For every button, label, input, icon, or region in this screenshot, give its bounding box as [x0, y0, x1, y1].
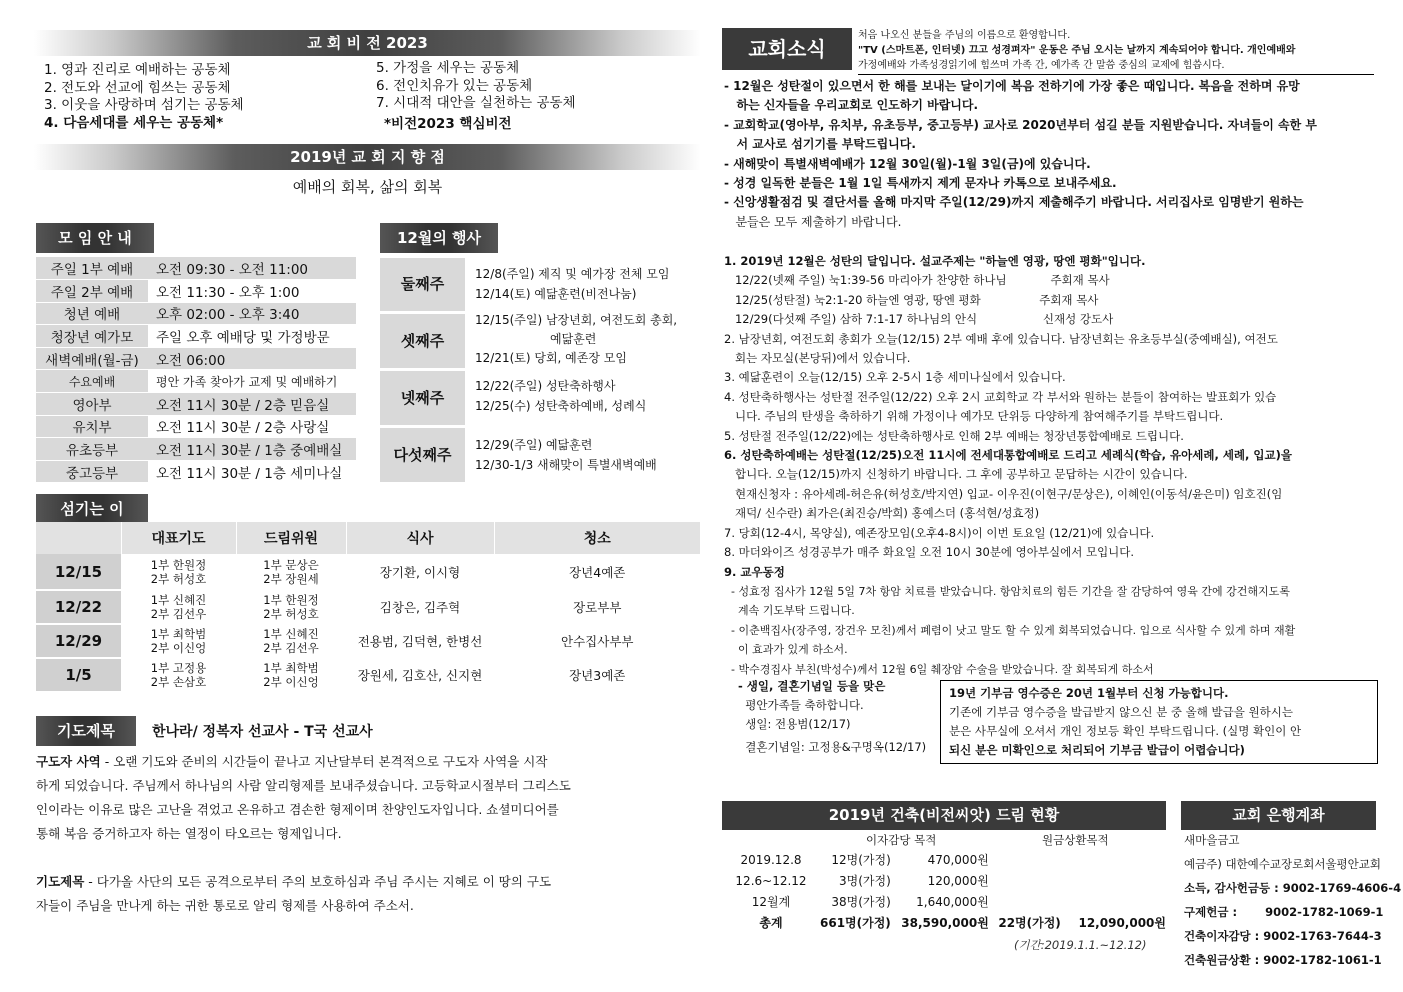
news-bullet: 분들은 모두 제출하기 바랍니다. — [724, 214, 902, 229]
bank-info — [1184, 828, 1401, 972]
birthday-list — [738, 677, 926, 757]
table-row — [36, 590, 701, 624]
clean: 장로부부 — [494, 590, 701, 624]
news-intro — [858, 28, 1374, 75]
building-amount: 1,640,000원 — [916, 895, 989, 909]
building-count: 12명(가정) — [831, 853, 891, 867]
table-row — [36, 554, 701, 590]
pray-2: 2부 손삼호 — [150, 675, 207, 689]
bday-line: 결혼기념일: 고정용&구명옥(12/17) — [738, 740, 927, 754]
meeting-name: 새벽예배(월-금) — [36, 347, 148, 370]
prayer-line: 통해 복음 증거하고자 하는 열정이 타오르는 형제입니다. — [36, 826, 342, 841]
bday-line: - 생일, 결혼기념일 등을 맞은 — [738, 679, 886, 693]
table-row — [722, 870, 1166, 891]
prayer-line: 자들이 주님을 만나게 하는 귀한 통로로 알리 형제를 사용하여 주소서. — [36, 898, 414, 913]
prayer-line: 하게 되었습니다. 주님께서 하나님의 사람 알리형제를 보내주셨습니다. 고등학교시절부터 그리스도 — [36, 778, 571, 793]
table-row — [722, 849, 1166, 870]
bank-line: 구제헌금 : 9002-1782-1069-1 — [1184, 905, 1384, 919]
meeting-name: 주일 2부 예배 — [36, 280, 148, 303]
prayer-line: - 다가올 사단의 모든 공격으로부터 주의 보호하심과 주님 주시는 지혜로 이 땅의 구도 — [84, 874, 552, 889]
meeting-time: 오후 02:00 - 오후 3:40 — [148, 302, 356, 325]
table-row — [36, 624, 701, 658]
table-row — [36, 347, 356, 370]
intro-line: 가정예배와 가족성경읽기에 힘쓰며 가족 간, 예가족 간 말씀 중심의 교제에 힘씁시다. — [858, 60, 1225, 71]
building-amount2 — [1061, 870, 1166, 891]
col-header: 드림위원 — [236, 522, 346, 554]
bank-line: 건축이자감당 : 9002-1763-7644-3 — [1184, 929, 1382, 943]
pray-1: 1부 신혜진 — [150, 593, 207, 607]
dream-1: 1부 최학범 — [263, 661, 319, 675]
prayer-paragraph-2 — [36, 872, 701, 920]
meeting-name: 청장년 예가모 — [36, 325, 148, 348]
col-header: 식사 — [346, 522, 494, 554]
bank-line: 소득, 감사헌금등 : 9002-1769-4606-4 — [1184, 881, 1402, 895]
event-lines — [475, 435, 657, 475]
meeting-name: 유치부 — [36, 415, 148, 438]
event-line: 12/25(수) 성탄축하예배, 성례식 — [475, 399, 647, 413]
meeting-time: 오전 11시 30분 / 1층 세미나실 — [148, 460, 356, 483]
date: 1/5 — [36, 658, 121, 692]
prayer-line: - 오랜 기도와 준비의 시간들이 끝나고 지난달부터 본격적으로 구도자 사역을 시작 — [100, 754, 548, 769]
event-lines — [475, 311, 677, 368]
dream-1: 1부 한원정 — [263, 593, 319, 607]
vision-item: 5. 가정을 세우는 공동체 — [376, 60, 520, 76]
receipt-notice — [940, 680, 1378, 764]
news-bullet: - 12월은 성탄절이 있으면서 한 해를 보내는 달이기에 복음 전하기에 가장 좋은 때입니다. 복음을 전하며 유망 — [724, 79, 1300, 93]
news-item: 현재신청자 : 유아세례-허은유(허성호/박지연) 입교- 이우진(이현구/문상은), 이혜인(이동석/윤은미) 임호진(임 — [724, 486, 1283, 501]
news-item: - 성효정 집사가 12월 5일 7차 항암 치료를 받았습니다. 항암치료의 힘든 기간을 잘 감당하여 영육 간에 강건해지도록 — [724, 584, 1290, 598]
table-header — [36, 522, 701, 554]
news-item: 3. 예닮훈련이 오늘(12/15) 오후 2-5시 1층 세미나실에서 있습니다. — [724, 370, 1066, 385]
receipt-line: 되신 분은 미확인으로 처리되어 기부금 발급이 어렵습니다) — [949, 743, 1245, 757]
table-row — [36, 302, 356, 325]
vision-title: 교 회 비 전 2023 — [34, 30, 701, 56]
col-header: 청소 — [494, 522, 701, 554]
meeting-name: 청년 예배 — [36, 302, 148, 325]
meal: 장원세, 김호산, 신지현 — [346, 658, 494, 692]
news-item: 2. 남장년회, 여전도회 총회가 오늘(12/15) 2부 예배 후에 있습니다. 남장년회는 유초등부실(중예배실), 여전도 — [724, 331, 1278, 346]
prayer-p1-heading: 구도자 사역 — [36, 754, 101, 769]
vision-list-left — [44, 62, 244, 132]
meeting-name: 영아부 — [36, 393, 148, 416]
intro-line: 처음 나오신 분들을 주님의 이름으로 환영합니다. — [858, 30, 1071, 41]
event-line: 12/8(주일) 제직 및 예가장 전체 모임 — [475, 267, 670, 281]
event-week-label: 셋째주 — [380, 314, 465, 368]
news-items — [724, 252, 1372, 679]
clean: 장년3예존 — [494, 658, 701, 692]
servers-title: 섬기는 이 — [36, 494, 148, 524]
building-count2 — [989, 891, 1061, 912]
receipt-line: 분은 사무실에 오셔서 개인 정보등 확인 부탁드립니다. (실명 확인이 안 — [949, 724, 1302, 738]
event-line: 12/29(주일) 예닮훈련 — [475, 438, 593, 452]
table-row — [36, 280, 356, 303]
news-item: 7. 당회(12-4시, 목양실), 예존장모임(오후4-8시)이 이번 토요일 (12/21)에 있습니다. — [724, 525, 1155, 540]
bank-line: 새마을금고 — [1184, 833, 1240, 847]
events-title: 12월의 행사 — [380, 223, 498, 253]
bank-title: 교회 은행계좌 — [1181, 801, 1376, 830]
table-row — [722, 891, 1166, 912]
meeting-time: 오전 09:30 - 오전 11:00 — [148, 257, 356, 280]
building-period: (기간:2019.1.1.~12.12) — [1014, 938, 1147, 952]
dream — [236, 658, 346, 692]
meeting-time: 오전 06:00 — [148, 347, 356, 370]
dream-2: 2부 김선우 — [263, 641, 319, 655]
date: 12/22 — [36, 590, 121, 624]
pray-2: 2부 허성호 — [150, 571, 207, 586]
bank-line: 건축원금상환 : 9002-1782-1061-1 — [1184, 953, 1382, 967]
building-col-interest: 이자감당 목적 — [866, 833, 937, 847]
clean: 안수집사부부 — [494, 624, 701, 658]
news-item: 1. 2019년 12월은 성탄의 달입니다. 설교주제는 "하늘엔 영광, 땅엔 평화"입니다. — [724, 254, 1146, 268]
news-bullet: - 교회학교(영아부, 유치부, 유초등부, 중고등부) 교사로 2020년부터 섬길 분들 지원받습니다. 자녀들이 속한 부 — [724, 117, 1317, 132]
event-line: 12/15(주일) 남장년회, 여전도회 총회, — [475, 313, 678, 327]
event-line: 예닮훈련 — [550, 332, 597, 346]
meeting-time: 평안 가족 찾아가 교제 및 예배하기 — [148, 370, 356, 393]
prayer-title: 기도제목 — [36, 716, 136, 746]
receipt-line: 기존에 기부금 영수증을 발급받지 않으신 분 중 올해 발급을 원하시는 — [949, 705, 1293, 719]
building-count: 38명(가정) — [831, 895, 891, 909]
news-bullet: 서 교사로 섬기기를 부탁드립니다. — [724, 137, 916, 152]
servers-table — [36, 522, 701, 693]
news-item: 회는 자모실(본당뒤)에서 있습니다. — [724, 351, 911, 366]
building-date: 총계 — [759, 916, 783, 930]
news-item: - 박수경집사 부친(박성수)께서 12월 6일 췌장암 수술을 받았습니다. 잘 회복되게 하소서 — [724, 662, 1154, 676]
intro-line: "TV (스마트폰, 인터넷) 끄고 성경펴자" 운동은 주님 오시는 날까지 계속되어야 합니다. 개인예배와 — [858, 45, 1296, 56]
news-item: 5. 성탄절 전주일(12/22)에는 성탄축하행사로 인해 2부 예배는 청장년통합예배로 드립니다. — [724, 428, 1184, 443]
prayer-p2-heading: 기도제목 — [36, 874, 85, 889]
news-item: 12/22(넷째 주일) 눅1:39-56 마리아가 찬양한 하나님 주회재 목사 — [724, 273, 1110, 288]
pray-1: 1부 한원정 — [150, 557, 207, 572]
pray-2: 2부 이신엉 — [150, 641, 207, 655]
clean: 장년4예존 — [494, 554, 701, 590]
direction-title: 2019년 교 회 지 향 점 — [34, 144, 701, 170]
vision-item: 6. 전인치유가 있는 공동체 — [376, 77, 533, 94]
table-row — [36, 325, 356, 348]
news-item: 이 효과가 있게 하소서. — [724, 643, 848, 657]
building-amount: 120,000원 — [927, 874, 989, 888]
vision-list-right — [376, 60, 576, 133]
dream-1: 1부 신혜진 — [263, 627, 319, 641]
prayer-line: 인이라는 이유로 많은 고난을 겪었고 온유하고 겸손한 형제이며 찬양인도자입니다. 쇼셜미디어를 — [36, 802, 559, 817]
meeting-name: 수요예배 — [36, 370, 148, 393]
news-bullets — [724, 77, 1372, 232]
building-date: 12.6~12.12 — [735, 873, 807, 888]
event-week-label: 다섯째주 — [380, 428, 465, 482]
building-count2 — [989, 870, 1061, 891]
news-item: 4. 성탄축하행사는 성탄절 전주일(12/22) 오후 2시 교회학교 각 부서와 원하는 분들이 참여하는 발표회가 있습 — [724, 389, 1277, 404]
news-bullet: - 성경 일독한 분들은 1월 1일 특새까지 제게 문자나 카톡으로 보내주세요. — [724, 176, 1117, 191]
building-table — [722, 849, 1166, 933]
pray — [121, 554, 236, 590]
building-count2: 22명(가정) — [998, 916, 1061, 930]
table-row-total — [722, 912, 1166, 933]
event-lines — [475, 264, 670, 304]
vision-item: 2. 전도와 선교에 힘쓰는 공동체 — [44, 79, 231, 96]
vision-item: 3. 이웃을 사랑하며 섬기는 공동체 — [44, 97, 244, 113]
building-amount2: 12,090,000원 — [1078, 916, 1166, 930]
dream — [236, 624, 346, 658]
event-line: 12/30-1/3 새해맞이 특별새벽예배 — [475, 458, 657, 472]
header-empty — [36, 522, 121, 554]
meeting-time: 주일 오후 예배당 및 가정방문 — [148, 325, 356, 348]
news-item: 6. 성탄축하예배는 성탄절(12/25)오전 11시에 전세대통합예배로 드리고 세례식(학습, 유아세례, 세례, 입교)을 — [724, 448, 1292, 463]
news-title: 교회소식 — [722, 28, 852, 70]
meal: 전용범, 김덕현, 한병선 — [346, 624, 494, 658]
date: 12/15 — [36, 554, 121, 590]
events-list — [380, 258, 700, 486]
meetings-title: 모 임 안 내 — [36, 223, 154, 253]
building-count2 — [989, 849, 1061, 870]
event-lines — [475, 376, 646, 416]
event-line: 12/22(주일) 성탄축하행사 — [475, 379, 616, 393]
building-date: 2019.12.8 — [740, 852, 802, 867]
news-item: 합니다. 오늘(12/15)까지 신청하기 바랍니다. 그 후에 공부하고 문답하는 시간이 있습니다. — [724, 467, 1188, 482]
receipt-line: 19년 기부금 영수증은 20년 1월부터 신청 가능합니다. — [949, 686, 1229, 700]
event-week-label: 둘째주 — [380, 258, 465, 311]
table-row — [36, 460, 356, 483]
news-bullet: - 신앙생활점검 및 결단서를 올해 마지막 주일(12/29)까지 제출해주기 바랍니다. 서리집사로 임명받기 원하는 — [724, 195, 1304, 210]
pray — [121, 590, 236, 624]
table-row — [36, 415, 356, 438]
table-row — [36, 370, 356, 393]
meeting-time: 오전 11시 30분 / 1층 중예배실 — [148, 438, 356, 461]
meeting-time: 오전 11시 30분 / 2층 믿음실 — [148, 393, 356, 416]
bday-line: 평안가족들 축하합니다. — [738, 698, 864, 712]
table-row — [36, 257, 356, 280]
dream — [236, 590, 346, 624]
prayer-paragraph-1 — [36, 752, 701, 850]
event-week-label: 넷째주 — [380, 371, 465, 425]
meeting-time: 오전 11:30 - 오후 1:00 — [148, 280, 356, 303]
building-count: 3명(가정) — [839, 874, 891, 888]
news-item: 계속 기도부탁 드립니다. — [724, 604, 855, 618]
news-item: 8. 마더와이즈 성경공부가 매주 화요일 오전 10시 30분에 영아부실에서 모입니다. — [724, 545, 1135, 560]
dream-1: 1부 문상은 — [263, 557, 319, 572]
meeting-name: 주일 1부 예배 — [36, 257, 148, 280]
table-row — [36, 393, 356, 416]
building-date: 12월계 — [751, 895, 791, 909]
pray-2: 2부 김선우 — [150, 607, 207, 621]
vision-item-core: 4. 다음세대를 세우는 공동체* — [44, 114, 224, 131]
prayer-subtitle: 한나라/ 정복자 선교사 - T국 선교사 — [152, 724, 373, 740]
bday-line: 생일: 전용범(12/17) — [738, 717, 851, 731]
vision-item: 1. 영과 진리로 예배하는 공동체 — [44, 62, 231, 78]
meeting-name: 유초등부 — [36, 438, 148, 461]
meeting-name: 중고등부 — [36, 460, 148, 483]
building-amount: 38,590,000원 — [901, 916, 989, 930]
news-bullet: 하는 신자들을 우리교회로 인도하기 바랍니다. — [724, 98, 979, 113]
bank-line: 예금주) 대한예수교장로회서울평안교회 — [1184, 857, 1381, 871]
news-item: 니다. 주님의 탄생을 축하하기 위해 가정이나 예가모 단위등 다양하게 참여해주기를 부탁드립니다. — [724, 409, 1224, 424]
building-col-principal: 원금상환목적 — [1042, 833, 1109, 847]
dream-2: 2부 장원세 — [263, 571, 319, 586]
table-row — [36, 438, 356, 461]
news-bullet: - 새해맞이 특별새벽예배가 12월 30일(월)-1월 3일(금)에 있습니다. — [724, 156, 1091, 171]
pray-1: 1부 고정용 — [150, 661, 207, 675]
building-count: 661명(가정) — [820, 916, 891, 930]
building-amount2 — [1061, 891, 1166, 912]
direction-text: 예배의 회복, 삶의 회복 — [292, 178, 443, 196]
event-line: 12/21(토) 당회, 예존장 모임 — [475, 351, 627, 365]
meal: 김창은, 김주혁 — [346, 590, 494, 624]
news-item: 12/25(성탄절) 눅2:1-20 하늘엔 영광, 땅엔 평화 주회재 목사 — [724, 292, 1099, 307]
date: 12/29 — [36, 624, 121, 658]
pray — [121, 658, 236, 692]
vision-core-note: *비전2023 핵심비전 — [384, 115, 512, 132]
meetings-table — [36, 257, 356, 483]
pray — [121, 624, 236, 658]
news-item: 12/29(다섯째 주일) 삼하 7:1-17 하나님의 안식 신재성 강도사 — [724, 312, 1114, 327]
vision-item: 7. 시대적 대안을 실천하는 공동체 — [376, 95, 576, 111]
building-title: 2019년 건축(비전씨앗) 드림 현황 — [722, 801, 1166, 830]
meeting-time: 오전 11시 30분 / 2층 사랑실 — [148, 415, 356, 438]
event-line: 12/14(토) 예닮훈련(비전나눔) — [475, 287, 637, 301]
building-amount: 470,000원 — [927, 853, 989, 867]
news-item: 재덕/ 신수란) 최가은(최진승/박희) 홍예스더 (홍석현/성효정) — [724, 506, 1040, 521]
news-item: 9. 교우동정 — [724, 564, 785, 579]
meal: 장기환, 이시형 — [346, 554, 494, 590]
building-amount2 — [1061, 849, 1166, 870]
news-item: - 이춘백집사(장주영, 장건우 모친)께서 폐렴이 낫고 말도 할 수 있게 회복되었습니다. 입으로 식사할 수 있게 하며 재활 — [724, 623, 1296, 637]
dream-2: 2부 허성호 — [263, 607, 319, 621]
pray-1: 1부 최학범 — [150, 627, 207, 641]
table-row — [36, 658, 701, 692]
dream — [236, 554, 346, 590]
dream-2: 2부 이신엉 — [263, 675, 319, 689]
col-header: 대표기도 — [121, 522, 236, 554]
